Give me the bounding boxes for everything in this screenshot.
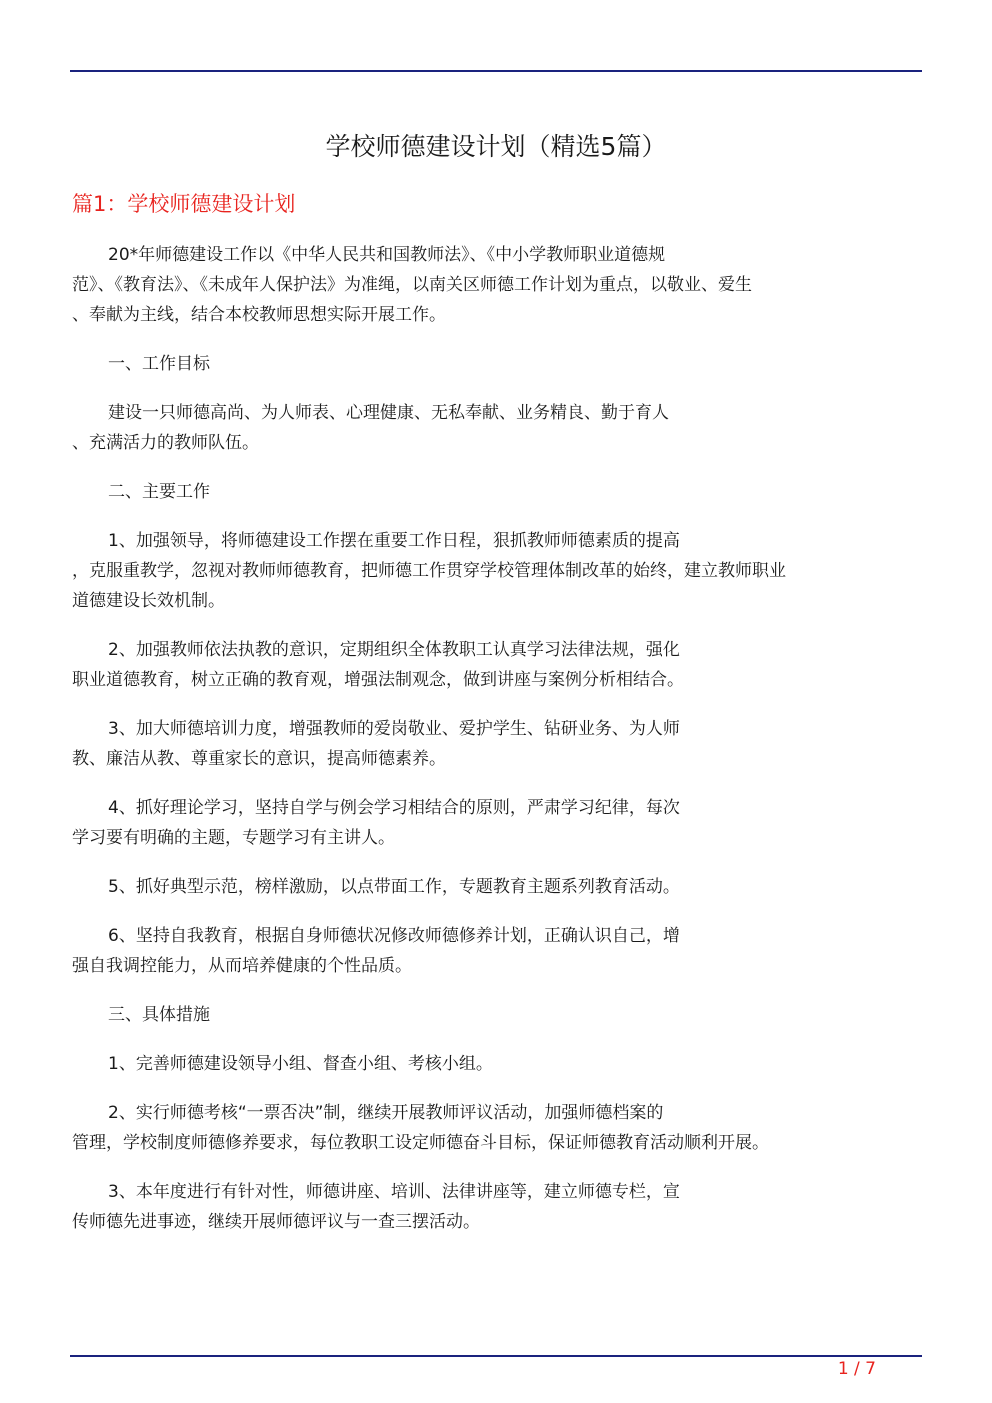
paragraph-line: 3、本年度进行有针对性，师德讲座、培训、法律讲座等，建立师德专栏，宣 xyxy=(108,1182,680,1202)
paragraph xyxy=(72,526,918,616)
paragraph-line: 一、工作目标 xyxy=(108,354,210,374)
section-heading: 篇1：学校师德建设计划 xyxy=(72,192,296,216)
paragraph-line: 教、廉洁从教、尊重家长的意识，提高师德素养。 xyxy=(72,749,446,769)
paragraph-line: ，克服重教学，忽视对教师师德教育，把师德工作贯穿学校管理体制改革的始终，建立教师职业 xyxy=(72,561,786,581)
paragraph xyxy=(72,1000,918,1030)
header-rule xyxy=(70,70,922,72)
paragraph-line: 范》、《教育法》、《未成年人保护法》为准绳，以南关区师德工作计划为重点，以敬业、爱生 xyxy=(72,275,752,295)
paragraph xyxy=(72,398,918,458)
paragraph-line: 二、主要工作 xyxy=(108,482,210,502)
paragraph-line: 1、完善师德建设领导小组、督查小组、考核小组。 xyxy=(108,1054,493,1074)
paragraph-line: 6、坚持自我教育，根据自身师德状况修改师德修养计划，正确认识自己，增 xyxy=(108,926,680,946)
paragraph xyxy=(72,635,918,695)
page-number: 1 / 7 xyxy=(837,1359,876,1379)
paragraph-line: 2、加强教师依法执教的意识，定期组织全体教职工认真学习法律法规，强化 xyxy=(108,640,680,660)
paragraph-line: 管理，学校制度师德修养要求，每位教职工设定师德奋斗目标，保证师德教育活动顺利开展。 xyxy=(72,1133,769,1153)
document-body xyxy=(72,240,918,1256)
paragraph-line: 1、加强领导，将师德建设工作摆在重要工作日程，狠抓教师师德素质的提高 xyxy=(108,531,680,551)
paragraph-line: 强自我调控能力，从而培养健康的个性品质。 xyxy=(72,956,412,976)
paragraph xyxy=(72,477,918,507)
paragraph xyxy=(72,872,918,902)
paragraph xyxy=(72,349,918,379)
paragraph xyxy=(72,1177,918,1237)
paragraph-line: 5、抓好典型示范，榜样激励，以点带面工作，专题教育主题系列教育活动。 xyxy=(108,877,680,897)
paragraph-line: 职业道德教育，树立正确的教育观，增强法制观念，做到讲座与案例分析相结合。 xyxy=(72,670,684,690)
document-title: 学校师德建设计划（精选5篇） xyxy=(325,132,667,161)
paragraph-line: 道德建设长效机制。 xyxy=(72,591,225,611)
paragraph-line: 学习要有明确的主题，专题学习有主讲人。 xyxy=(72,828,395,848)
paragraph-line: 传师德先进事迹，继续开展师德评议与一查三摆活动。 xyxy=(72,1212,480,1232)
paragraph-line: 三、具体措施 xyxy=(108,1005,210,1025)
paragraph-line: 、充满活力的教师队伍。 xyxy=(72,433,259,453)
paragraph xyxy=(72,1049,918,1079)
paragraph xyxy=(72,793,918,853)
footer-rule xyxy=(70,1355,922,1357)
paragraph xyxy=(72,714,918,774)
paragraph-line: 20*年师德建设工作以《中华人民共和国教师法》、《中小学教师职业道德规 xyxy=(108,245,666,265)
paragraph-line: 3、加大师德培训力度，增强教师的爱岗敬业、爱护学生、钻研业务、为人师 xyxy=(108,719,680,739)
paragraph xyxy=(72,921,918,981)
paragraph-line: 2、实行师德考核“一票否决”制，继续开展教师评议活动，加强师德档案的 xyxy=(108,1103,664,1123)
paragraph-line: 、奉献为主线，结合本校教师思想实际开展工作。 xyxy=(72,305,446,325)
paragraph-line: 4、抓好理论学习，坚持自学与例会学习相结合的原则，严肃学习纪律，每次 xyxy=(108,798,680,818)
paragraph xyxy=(72,1098,918,1158)
paragraph xyxy=(72,240,918,330)
paragraph-line: 建设一只师德高尚、为人师表、心理健康、无私奉献、业务精良、勤于育人 xyxy=(108,403,669,423)
